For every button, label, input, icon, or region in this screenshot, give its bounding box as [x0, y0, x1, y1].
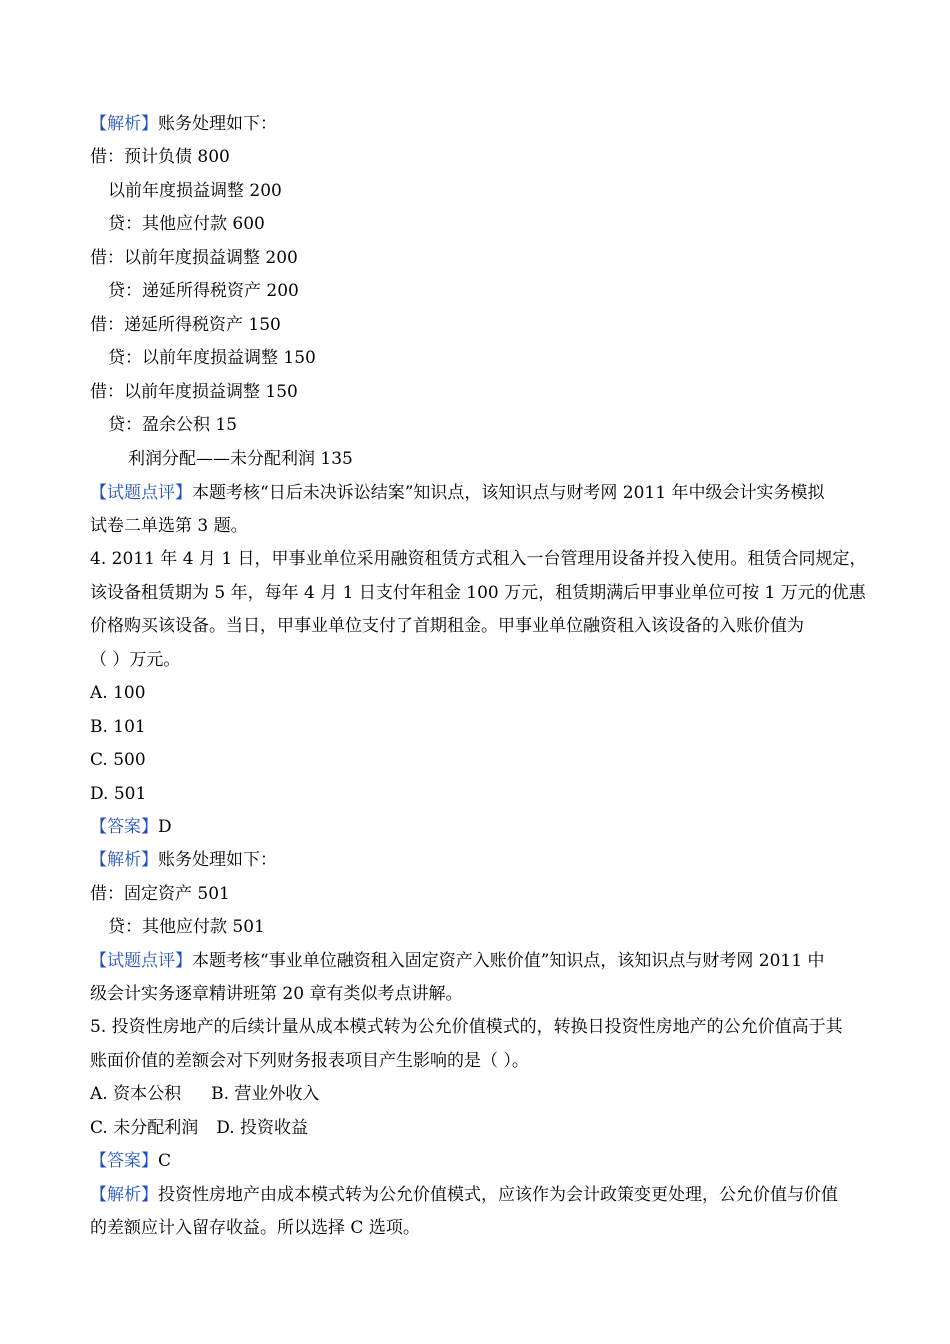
analysis-text: 账务处理如下：	[158, 850, 277, 870]
analysis-text: 的差额应计入留存收益。所以选择 C 选项。	[90, 1218, 420, 1238]
journal-entry: 贷：其他应付款 501	[108, 917, 265, 937]
journal-entry: 借：固定资产 501	[90, 884, 230, 904]
journal-entry: 以前年度损益调整 200	[108, 181, 282, 201]
option-c: C. 未分配利润	[90, 1118, 199, 1138]
analysis-tag: 【解析】	[90, 850, 158, 870]
analysis-text: 投资性房地产由成本模式转为公允价值模式，应该作为会计政策变更处理，公允价值与价值	[158, 1185, 838, 1205]
question-stem: 5. 投资性房地产的后续计量从成本模式转为公允价值模式的，转换日投资性房地产的公允价值高于其	[90, 1017, 843, 1037]
q3-comment-line	[90, 481, 910, 505]
journal-entry: 借：预计负债 800	[90, 147, 230, 167]
q5-analysis-line	[90, 1183, 910, 1207]
analysis-tag: 【解析】	[90, 1185, 158, 1205]
journal-entry: 贷：其他应付款 600	[108, 214, 265, 234]
comment-text: 试卷二单选第 3 题。	[90, 516, 248, 536]
comment-text: 本题考核“日后未决诉讼结案”知识点，该知识点与财考网 2011 年中级会计实务模拟	[192, 483, 825, 503]
option-c: C. 500	[90, 750, 146, 770]
option-b: B. 营业外收入	[211, 1084, 320, 1104]
option-a: A. 100	[90, 683, 146, 703]
answer-value: C	[158, 1151, 172, 1171]
option-row	[90, 1116, 910, 1140]
journal-entry: 借：递延所得税资产 150	[90, 315, 281, 335]
journal-entry: 贷：盈余公积 15	[108, 415, 238, 435]
analysis-tag: 【解析】	[90, 114, 158, 134]
question-stem: （ ）万元。	[90, 650, 181, 670]
option-row	[90, 1082, 910, 1106]
q3-analysis-line	[90, 112, 910, 136]
option-b: B. 101	[90, 717, 146, 737]
option-d: D. 投资收益	[216, 1118, 309, 1138]
option-d: D. 501	[90, 784, 147, 804]
q4-answer-line	[90, 815, 910, 839]
journal-entry: 利润分配——未分配利润 135	[128, 449, 353, 469]
answer-tag: 【答案】	[90, 817, 158, 837]
comment-text: 级会计实务逐章精讲班第 20 章有类似考点讲解。	[90, 984, 463, 1004]
journal-entry: 借：以前年度损益调整 150	[90, 382, 298, 402]
question-stem: 该设备租赁期为 5 年，每年 4 月 1 日支付年租金 100 万元，租赁期满后甲事业单位可按 1 万元的优惠	[90, 583, 866, 603]
option-a: A. 资本公积	[90, 1084, 182, 1104]
question-stem: 4. 2011 年 4 月 1 日，甲事业单位采用融资租赁方式租入一台管理用设备并投入使用。租赁合同规定，	[90, 549, 867, 569]
q4-comment-line	[90, 949, 910, 973]
q4-analysis-line	[90, 848, 910, 872]
analysis-text: 账务处理如下：	[158, 114, 277, 134]
comment-tag: 【试题点评】	[90, 483, 192, 503]
journal-entry: 借：以前年度损益调整 200	[90, 248, 298, 268]
comment-tag: 【试题点评】	[90, 951, 192, 971]
q5-answer-line	[90, 1149, 910, 1173]
question-stem: 价格购买该设备。当日，甲事业单位支付了首期租金。甲事业单位融资租入该设备的入账价值为	[90, 616, 804, 636]
answer-value: D	[158, 817, 172, 837]
answer-tag: 【答案】	[90, 1151, 158, 1171]
question-stem: 账面价值的差额会对下列财务报表项目产生影响的是（ ）。	[90, 1051, 529, 1071]
journal-entry: 贷：以前年度损益调整 150	[108, 348, 316, 368]
journal-entry: 贷：递延所得税资产 200	[108, 281, 299, 301]
comment-text: 本题考核“事业单位融资租入固定资产入账价值”知识点，该知识点与财考网 2011 中	[192, 951, 825, 971]
